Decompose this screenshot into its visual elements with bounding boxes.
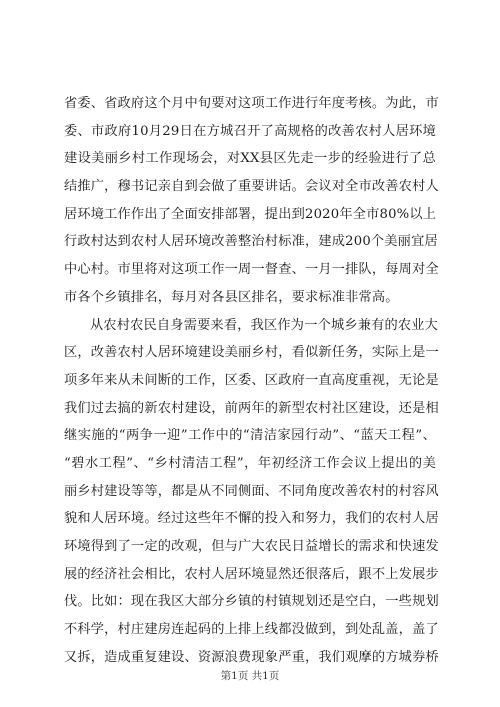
text-line: 伐。比如：现在我区大部分乡镇的村镇规划还是空白，一些规划	[64, 594, 439, 610]
body-text	[64, 90, 439, 671]
text-line: “碧水工程”、“乡村清洁工程”，年初经济工作会议上提出的美	[64, 455, 436, 471]
text-line: 继实施的“两争一迎”工作中的“清洁家园行动”、“蓝天工程”、	[64, 428, 436, 444]
paragraph-first-line: 从农村农民自身需要来看，我区作为一个城乡兼有的农业大	[90, 317, 439, 333]
text-line: 展的经济社会相比，农村人居环境显然还很落后，跟不上发展步	[64, 566, 439, 582]
text-line: 貌和人居环境。经过这些年不懈的投入和努力，我们的农村人居	[64, 511, 439, 527]
text-line: 环境得到了一定的改观，但与广大农民日益增长的需求和快速发	[64, 539, 439, 554]
page-footer: 第1页 共1页	[220, 670, 280, 682]
text-line: 委、市政府10月29日在方城召开了高规格的改善农村人居环境	[64, 123, 436, 139]
text-line: 市各个乡镇排名，每月对各县区排名，要求标准非常高。	[64, 289, 399, 305]
text-line: 区，改善农村人居环境建设美丽乡村，看似新任务，实际上是一	[64, 345, 439, 361]
text-line: 项多年来从未间断的工作，区委、区政府一直高度重视，无论是	[64, 372, 439, 388]
text-line: 居环境工作作出了全面安排部署，提出到2020年全市80%以上	[64, 206, 437, 222]
text-line: 我们过去搞的新农村建设，前两年的新型农村社区建设，还是相	[64, 400, 439, 416]
text-line: 行政村达到农村人居环境改善整治村标准，建成200个美丽宜居	[64, 234, 438, 250]
text-line: 又拆，造成重复建设、资源浪费现象严重，我们观摩的方城券桥	[64, 649, 439, 665]
text-line: 建设美丽乡村工作现场会，对XX县区先走一步的经验进行了总	[64, 151, 436, 167]
text-line: 不科学，村庄建房连起码的上排上线都没做到，到处乱盖，盖了	[64, 622, 439, 638]
text-line: 丽乡村建设等等，都是从不同侧面、不同角度改善农村的村容风	[64, 483, 439, 499]
text-line: 结推广，穆书记亲自到会做了重要讲话。会议对全市改善农村人	[64, 179, 439, 195]
text-line: 省委、省政府这个月中旬要对这项工作进行年度考核。为此，市	[64, 96, 439, 111]
text-line: 中心村。市里将对这项工作一周一督查、一月一排队，每周对全	[64, 262, 439, 278]
